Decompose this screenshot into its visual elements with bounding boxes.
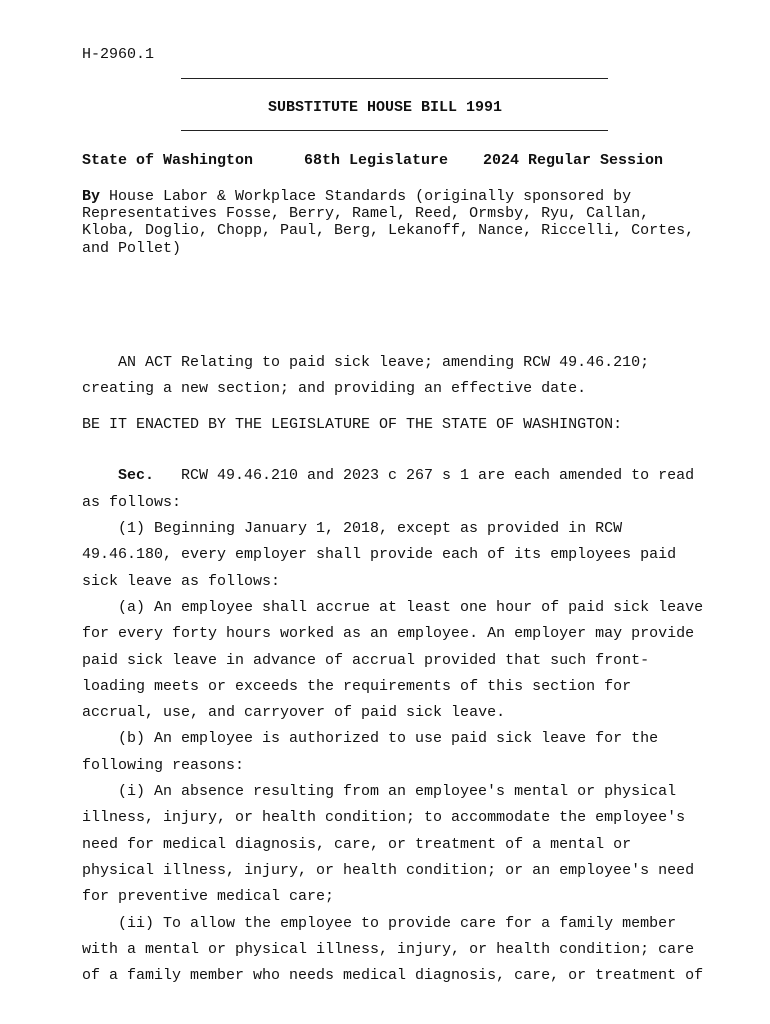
section-line: loading meets or exceeds the requirements of this section for	[82, 677, 632, 695]
section-heading	[118, 467, 154, 484]
section-line: 49.46.180, every employer shall provide each of its employees paid	[82, 546, 677, 564]
section-line: need for medical diagnosis, care, or treatment of a mental or	[82, 835, 632, 853]
section-line: (1) Beginning January 1, 2018, except as provided in RCW	[118, 520, 623, 537]
sponsor-text-1: House Labor & Workplace Standards (originally sponsored by	[100, 188, 632, 205]
section-line: physical illness, injury, or health condition; or an employee's need	[82, 861, 695, 879]
section-line: for every forty hours worked as an employee. An employer may provide	[82, 625, 695, 643]
enacting-clause: BE IT ENACTED BY THE LEGISLATURE OF THE STATE OF WASHINGTON:	[82, 416, 623, 433]
legislature-number: 68th Legislature	[304, 152, 449, 169]
section-heading-continued: as follows:	[82, 494, 182, 511]
state-name: State of Washington	[82, 152, 254, 169]
sponsor-line-1	[82, 188, 631, 205]
act-title-line-1: AN ACT Relating to paid sick leave; amending RCW 49.46.210;	[118, 354, 650, 371]
sponsor-line-2: Representatives Fosse, Berry, Ramel, Reed, Ormsby, Ryu, Callan,	[82, 205, 650, 222]
section-line: with a mental or physical illness, injury, or health condition; care	[82, 940, 695, 958]
section-line: following reasons:	[82, 756, 245, 774]
section-heading-text: RCW 49.46.210 and 2023 c 267 s 1 are each amended to read	[181, 467, 695, 484]
section-label: Sec.	[118, 467, 155, 484]
title-rule-bottom	[181, 130, 608, 131]
title-rule-top	[181, 78, 608, 79]
act-title-line-2: creating a new section; and providing an effective date.	[82, 380, 587, 397]
section-line: for preventive medical care;	[82, 888, 335, 906]
section-line: (i) An absence resulting from an employee's mental or physical	[118, 783, 677, 800]
section-line: paid sick leave in advance of accrual provided that such front-	[82, 651, 650, 669]
section-line: (ii) To allow the employee to provide care for a family member	[118, 914, 677, 932]
section-line: illness, injury, or health condition; to accommodate the employee's	[82, 809, 686, 827]
session-name: 2024 Regular Session	[483, 152, 664, 169]
section-line: (b) An employee is authorized to use paid sick leave for the	[118, 730, 659, 748]
document-id: H-2960.1	[82, 46, 155, 63]
section-line: accrual, use, and carryover of paid sick leave.	[82, 704, 506, 722]
section-line: sick leave as follows:	[82, 572, 281, 590]
sponsor-line-3: Kloba, Doglio, Chopp, Paul, Berg, Lekanoff, Nance, Riccelli, Cortes,	[82, 222, 695, 239]
sponsor-by-label: By	[82, 188, 101, 205]
sponsor-line-4: and Pollet)	[82, 240, 182, 257]
section-line: of a family member who needs medical diagnosis, care, or treatment of	[82, 967, 704, 985]
bill-title: SUBSTITUTE HOUSE BILL 1991	[267, 99, 503, 116]
section-line: (a) An employee shall accrue at least one hour of paid sick leave	[118, 598, 704, 616]
